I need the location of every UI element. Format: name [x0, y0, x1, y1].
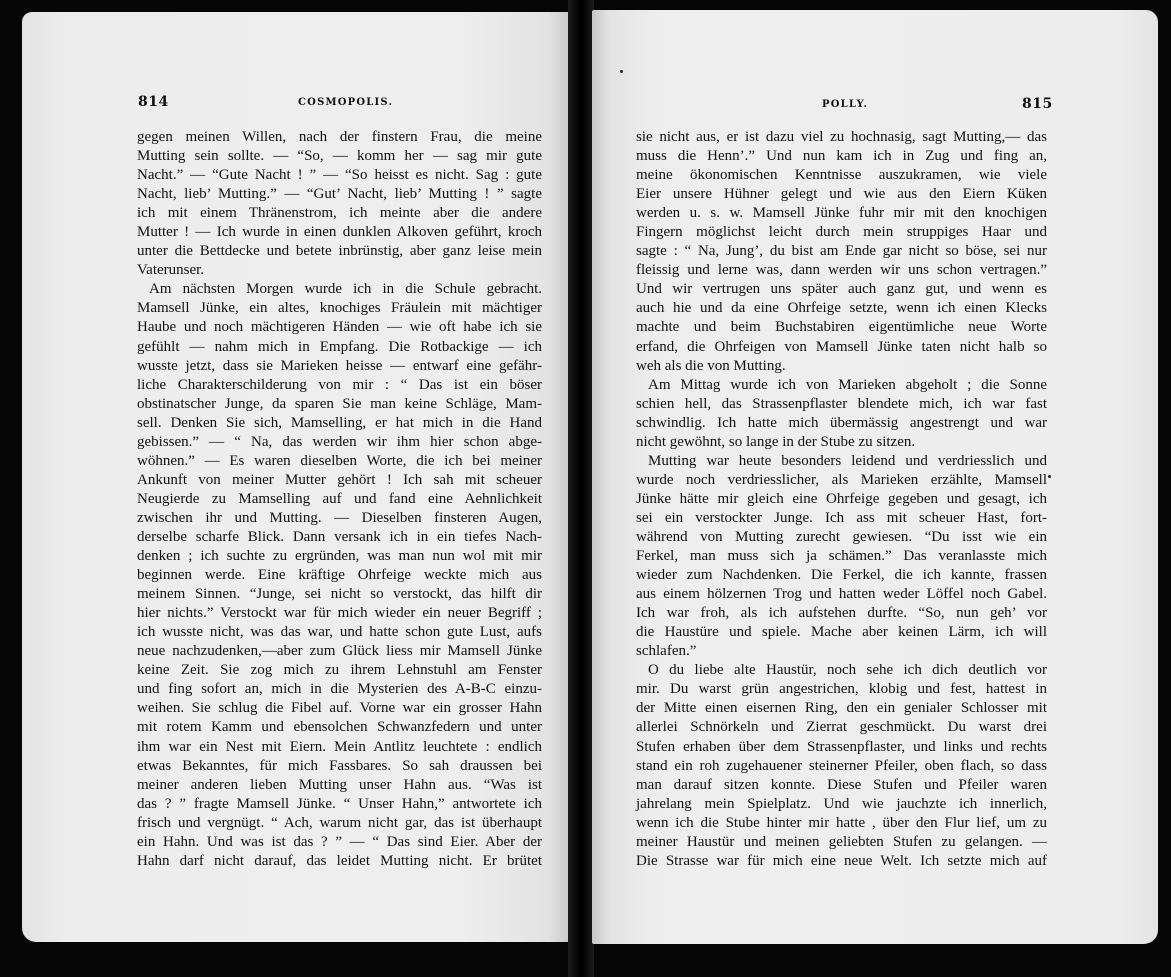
text-line: während von Mutting zurecht gewiesen. “Du isst wie ein: [636, 528, 1047, 545]
text-line: Stufen erhaben über dem Strassenpflaster, und links und rechts: [636, 738, 1047, 755]
text-line: liche Charakterschilderung von mir : “ Das ist ein böser: [137, 376, 542, 393]
text-line: unter die Bettdecke und betete inbrünstig, aber ganz leise mein: [137, 243, 542, 260]
text-line: Ich war froh, als ich aufstehen durfte. “So, nun geh’ vor: [636, 605, 1047, 622]
text-line: Mutting sein sollte. — “So, — komm her — sag mir gute: [137, 148, 542, 165]
text-line: sie nicht aus, er ist dazu viel zu hochnasig, sagt Mutting,— das: [636, 129, 1047, 145]
text-line: zwischen ihr und Mutting. — Dieselben finsteren Augen,: [137, 509, 542, 526]
text-line: wöhnen.” — Es waren dieselben Worte, die ich bei meiner: [137, 452, 542, 469]
text-line: sagte : “ Na, Jung’, du bist am Ende gar nicht so böse, sei nur: [636, 243, 1047, 260]
text-line: muss die Henn’.” Und nun kam ich in Zug und fing an,: [636, 148, 1047, 165]
book-gutter: [568, 0, 594, 977]
text-line: etwas Bekanntes, für mich Fassbares. So sah draussen bei: [137, 757, 542, 774]
text-line: keine Zeit. Sie zog mich zu ihrem Lehnstuhl am Fenster: [137, 662, 542, 679]
text-line: sell. Denken Sie sich, Mamselling, er hat mich in die Hand: [137, 414, 542, 431]
text-line: mit rotem Kamm und ebensolchen Schwanzfedern und unter: [137, 719, 542, 736]
text-line: nicht gewöhnt, so lange in der Stube zu sitzen.: [636, 433, 916, 450]
text-line: Hahn darf nicht darauf, das leidet Mutting nicht. Er brütet: [137, 852, 542, 869]
text-line: und fing sofort an, mich in die Mysterien des A-B-C einzu-: [137, 681, 542, 698]
text-line: wurde noch verdriesslicher, als Marieken erzählte, Mamsell: [636, 471, 1047, 488]
text-line: ich mit einem Thränenstrom, ich meinte aber die andere: [137, 205, 542, 222]
page-number: 815: [1022, 96, 1053, 112]
text-line: ein Hahn. Und was ist das ? ” — “ Das sind Eier. Aber der: [137, 833, 542, 850]
text-line: Am nächsten Morgen wurde ich in die Schule gebracht.: [149, 281, 542, 298]
text-line: wieder zum Nachdenken. Die Ferkel, die ich kannte, frassen: [636, 567, 1047, 584]
text-line: Nacht.” — “Gute Nacht ! ” — “So heisst es nicht. Sag : gute: [137, 167, 542, 184]
left-page: [22, 12, 570, 942]
text-line: gebissen.” — “ Na, das werden wir ihm hier schon abge-: [137, 433, 542, 450]
text-line: meiner Haustür und meinen geliebten Stufen zu gelangen. —: [636, 833, 1047, 850]
text-line: Mutter ! — Ich wurde in einen dunklen Alkoven geführt, kroch: [137, 224, 542, 241]
text-line: ich wusste nicht, was das war, und hatte schon gute Lust, aufs: [137, 624, 542, 641]
text-line: Jünke hätte mir gleich eine Ohrfeige gegeben und gesagt, ich: [636, 490, 1047, 507]
text-line: Haube und noch mächtigeren Händen — wie oft habe ich sie: [137, 319, 542, 336]
text-line: beginnen werde. Eine kräftige Ohrfeige weckte mich aus: [137, 567, 542, 584]
text-line: neue nachzudenken,—aber zum Glück liess mir Mamsell Jünke: [137, 643, 542, 660]
text-line: fleissig und lerne was, dann werden wir uns schon vertragen.”: [636, 262, 1047, 279]
text-line: denken ; ich suchte zu ergründen, was man nun wol mit mir: [137, 548, 542, 565]
page-number: 814: [138, 94, 169, 110]
text-line: Fingern möglichst leicht durch mein struppiges Haar und: [636, 224, 1047, 241]
text-line: O du liebe alte Haustür, noch sehe ich dich deutlich vor: [648, 662, 1047, 679]
text-line: weihen. Sie schlug die Fibel auf. Vorne war ein grosser Hahn: [137, 700, 542, 717]
text-line: Ferkel, man muss sich ja schämen.” Das veranlasste mich: [636, 548, 1047, 565]
text-line: mir. Du warst grün angestrichen, klobig und fest, hattest in: [636, 681, 1047, 698]
text-line: gefühlt — nahm mich in Empfang. Die Rotbackige — ich: [137, 338, 542, 355]
text-line: man darauf sitzen konnte. Diese Stufen und Pfeiler waren: [636, 776, 1047, 793]
text-line: weh als die von Mutting.: [636, 357, 786, 374]
text-line: Die Strasse war für mich eine neue Welt. Ich setzte mich auf: [636, 852, 1047, 869]
text-line: gegen meinen Willen, nach der finstern Frau, die meine: [137, 129, 542, 145]
text-line: Und wir vertrugen uns später auch ganz gut, und wenn es: [636, 281, 1047, 298]
text-line: die Haustüre und spiele. Mache aber keinen Lärm, ich will: [636, 624, 1047, 641]
text-line: Am Mittag wurde ich von Marieken abgeholt ; die Sonne: [648, 376, 1047, 393]
text-line: Mamsell Jünke, ein altes, knochiges Fräulein mit mächtiger: [137, 300, 542, 317]
text-line: sei ein verstockter Junge. Ich ass mit scheuer Hast, fort-: [636, 509, 1047, 526]
text-line: Mutting war heute besonders leidend und verdriesslich und: [648, 452, 1047, 469]
text-line: meinem Sinnen. “Junge, sei nicht so verstockt, das hilft dir: [137, 586, 542, 603]
text-line: hier nichts.” Verstockt war für mich wieder ein neuer Begriff ;: [137, 605, 542, 622]
text-line: meine ökonomischen Kenntnisse auszukramen, wie viele: [636, 167, 1047, 184]
text-line: schien hell, das Strassenpflaster blendete mich, ich war fast: [636, 395, 1047, 412]
text-line: schwindlig. Ich hatte mich übermässig angestrengt und war: [636, 414, 1047, 431]
text-line: derselbe scharfe Blick. Dann versank ich in ein tiefes Nach-: [137, 528, 542, 545]
text-line: machte und beim Buchstabiren eigentümliche neue Worte: [636, 319, 1047, 336]
text-line: frisch und vergnügt. “ Ach, warum nicht gar, das ist überhaupt: [137, 814, 542, 831]
text-line: werden u. s. w. Mamsell Jünke fuhr mir mit den knochigen: [636, 205, 1047, 222]
text-line: schlafen.”: [636, 643, 697, 660]
text-line: obstinatscher Junge, da sparen Sie man keine Schläge, Mam-: [137, 395, 542, 412]
text-line: stand ein roh zugehauener steinerner Pfeiler, oben flach, so dass: [636, 757, 1047, 774]
running-head-title: POLLY.: [822, 99, 869, 110]
text-line: Ankunft von meiner Mutter gehört ! Ich sah mit scheuer: [137, 471, 542, 488]
text-line: wenn ich die Stube hinter mir hatte , über den Flur lief, um zu: [636, 814, 1047, 831]
text-line: auch hie und da eine Ohrfeige setzte, wenn ich einen Klecks: [636, 300, 1047, 317]
text-line: aus einem hölzernen Trog und hatten weder Löffel noch Gabel.: [636, 586, 1047, 603]
text-line: wusste jetzt, dass sie Marieken heisse — entwarf eine gefähr-: [137, 357, 542, 374]
text-line: erfand, die Ohrfeigen von Mamsell Jünke taten nicht halb so: [636, 338, 1047, 355]
text-line: Vaterunser.: [137, 262, 205, 279]
text-line: jahrelang mein Spielplatz. Und wie jauchzte ich innerlich,: [636, 795, 1047, 812]
text-line: der Mitte einen eisernen Ring, den ein genialer Schlosser mit: [636, 700, 1047, 717]
text-line: ihm war ein Nest mit Eiern. Mein Antlitz leuchtete : endlich: [137, 738, 542, 755]
right-page: [592, 10, 1158, 944]
text-line: Neugierde zu Mamselling auf und fand eine Aehnlichkeit: [137, 490, 542, 507]
right-page-body-text: [636, 128, 1047, 871]
text-line: allerlei Schnörkeln und Zierrat geschmückt. Du warst drei: [636, 719, 1047, 736]
scan-speck: [620, 70, 623, 73]
text-line: meiner anderen lieben Mutting unser Hahn aus. “Was ist: [137, 776, 542, 793]
text-line: Nacht, lieb’ Mutting.” — “Gut’ Nacht, lieb’ Mutting ! ” sagte: [137, 186, 542, 203]
scan-speck: [1048, 475, 1051, 478]
text-line: Eier unsere Hühner gelegt und wie aus den Eiern Küken: [636, 186, 1047, 203]
text-line: das ? ” fragte Mamsell Jünke. “ Unser Hahn,” antwortete ich: [137, 795, 542, 812]
running-head-title: COSMOPOLIS.: [298, 97, 394, 108]
left-page-body-text: [137, 128, 542, 871]
